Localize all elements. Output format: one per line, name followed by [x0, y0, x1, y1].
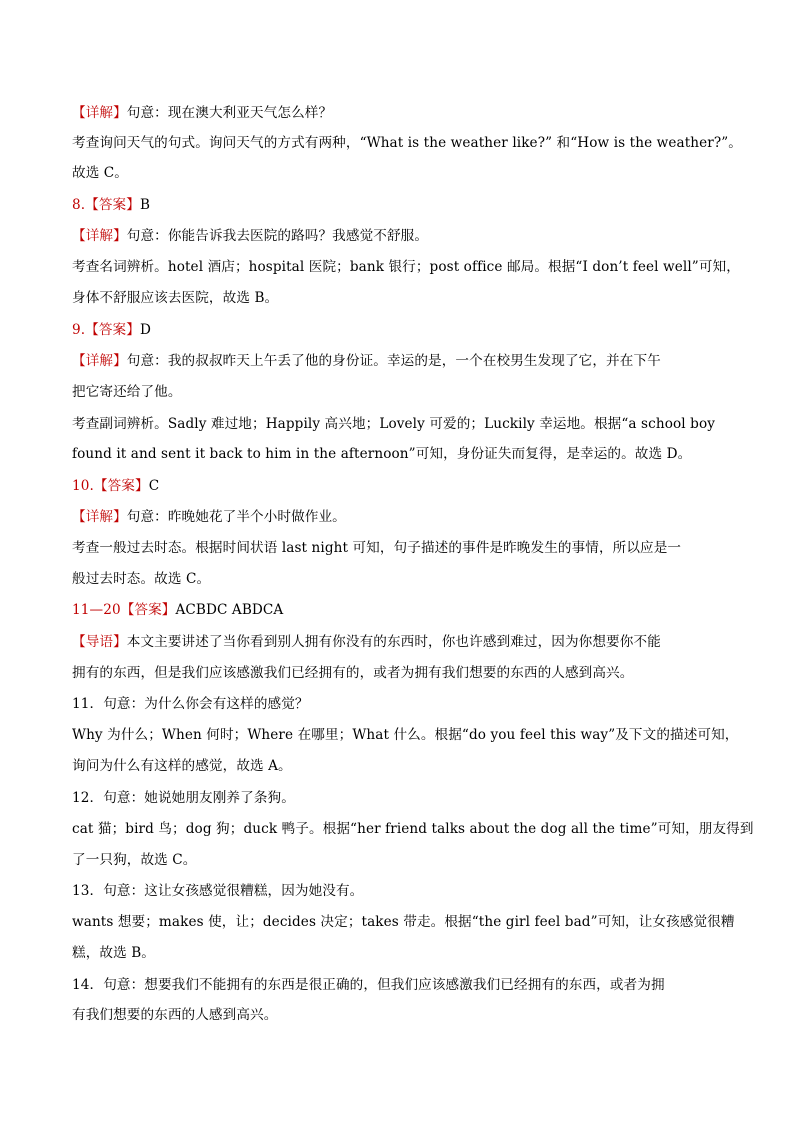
text-line [72, 663, 732, 683]
label-marker: 8. [72, 197, 86, 213]
text-line [72, 257, 740, 277]
label-marker: 【详解】 [72, 509, 127, 525]
text-span: D [139, 322, 151, 338]
text-span: 糕，故选 B。 [72, 945, 155, 961]
label-marker: 【详解】 [72, 228, 127, 244]
text-line [72, 632, 732, 652]
text-span: 了一只狗，故选 C。 [72, 852, 197, 868]
label-marker: 【答案】 [120, 602, 176, 618]
text-span: 句意：你能告诉我去医院的路吗？我感觉不舒服。 [126, 228, 429, 244]
label-marker: 【答案】 [85, 197, 140, 213]
text-line [72, 881, 732, 901]
text-line [72, 476, 732, 496]
text-line [72, 538, 732, 558]
label-marker: 【答案】 [85, 322, 140, 338]
text-line [72, 382, 732, 402]
text-span: 句意：昨晚她花了半个小时做作业。 [126, 509, 346, 525]
text-line [72, 288, 732, 308]
text-span: ACBDC ABDCA [175, 602, 284, 618]
text-span: wants 想要；makes 使，让；decides 决定；takes 带走。根据“the girl feel bad”可知，让女孩感觉很糟 [72, 914, 735, 930]
text-span: 有我们想要的东西的人感到高兴。 [72, 1007, 278, 1023]
text-span: 询问为什么有这样的感觉，故选 A。 [72, 758, 292, 774]
text-span: 14．句意：想要我们不能拥有的东西是很正确的，但我们应该感激我们已经拥有的东西，或者为拥 [72, 977, 665, 993]
text-line [72, 788, 732, 808]
text-line [72, 163, 732, 183]
text-span: C [148, 478, 160, 494]
text-span: 拥有的东西，但是我们应该感激我们已经拥有的，或者为拥有我们想要的东西的人感到高兴。 [72, 665, 634, 681]
text-span: cat 猫；bird 鸟；dog 狗；duck 鸭子。根据“her friend talks about the dog all the time”可知，朋友得到 [72, 821, 754, 837]
text-span: 句意：现在澳大利亚天气怎么样？ [126, 105, 333, 121]
text-line [72, 444, 732, 464]
label-marker: 【详解】 [72, 353, 127, 369]
label-marker: 【导语】 [72, 634, 127, 650]
text-span: 13．句意：这让女孩感觉很糟糕，因为她没有。 [72, 883, 364, 899]
text-line [72, 756, 732, 776]
text-span: 故选 C。 [72, 165, 129, 181]
label-marker: 【答案】 [93, 478, 149, 494]
text-line [72, 569, 732, 589]
text-span: 考查副词辨析。Sadly 难过地；Happily 高兴地；Lovely 可爱的；Luckily 幸运地。根据“a school boy [72, 416, 716, 432]
text-span: 考查名词辨析。hotel 酒店；hospital 医院；bank 银行；post office 邮局。根据“I don’t feel well”可知， [72, 259, 740, 275]
text-line [72, 850, 732, 870]
text-line [72, 975, 732, 995]
text-line [72, 600, 732, 620]
label-marker: 11—20 [72, 602, 121, 618]
text-line [72, 1005, 732, 1025]
text-span: 身体不舒服应该去医院，故选 B。 [72, 290, 279, 306]
text-line [72, 226, 732, 246]
text-span: 12．句意：她说她朋友刚养了条狗。 [72, 790, 295, 806]
text-span: 考查询问天气的句式。询问天气的方式有两种，“What is the weather like?” 和“How is the weather?”。 [72, 135, 743, 151]
text-line [72, 195, 732, 215]
text-line [72, 320, 732, 340]
text-span: B [139, 197, 151, 213]
text-span: 把它寄还给了他。 [72, 384, 182, 400]
text-line [72, 507, 732, 527]
text-line [72, 912, 735, 932]
text-line [72, 725, 739, 745]
text-span: Why 为什么；When 何时；Where 在哪里；What 什么。根据“do you feel this way”及下文的描述可知， [72, 727, 739, 743]
text-line [72, 694, 732, 714]
text-span: 考查一般过去时态。根据时间状语 last night 可知，句子描述的事件是昨晚发生的事情，所以应是一 [72, 540, 682, 556]
text-span: 11．句意：为什么你会有这样的感觉？ [72, 696, 309, 712]
text-line [72, 943, 732, 963]
text-span: found it and sent it back to him in the afternoon”可知，身份证失而复得，是幸运的。故选 D。 [72, 446, 692, 462]
text-line [72, 819, 754, 839]
label-marker: 10. [72, 478, 94, 494]
text-line [72, 351, 732, 371]
text-span: 般过去时态。故选 C。 [72, 571, 211, 587]
text-line [72, 103, 732, 123]
label-marker: 9. [72, 322, 86, 338]
label-marker: 【详解】 [72, 105, 127, 121]
text-span: 句意：我的叔叔昨天上午丢了他的身份证。幸运的是，一个在校男生发现了它，并在下午 [126, 353, 661, 369]
text-span: 本文主要讲述了当你看到别人拥有你没有的东西时，你也许感到难过，因为你想要你不能 [126, 634, 661, 650]
text-line [72, 133, 743, 153]
text-line [72, 414, 732, 434]
